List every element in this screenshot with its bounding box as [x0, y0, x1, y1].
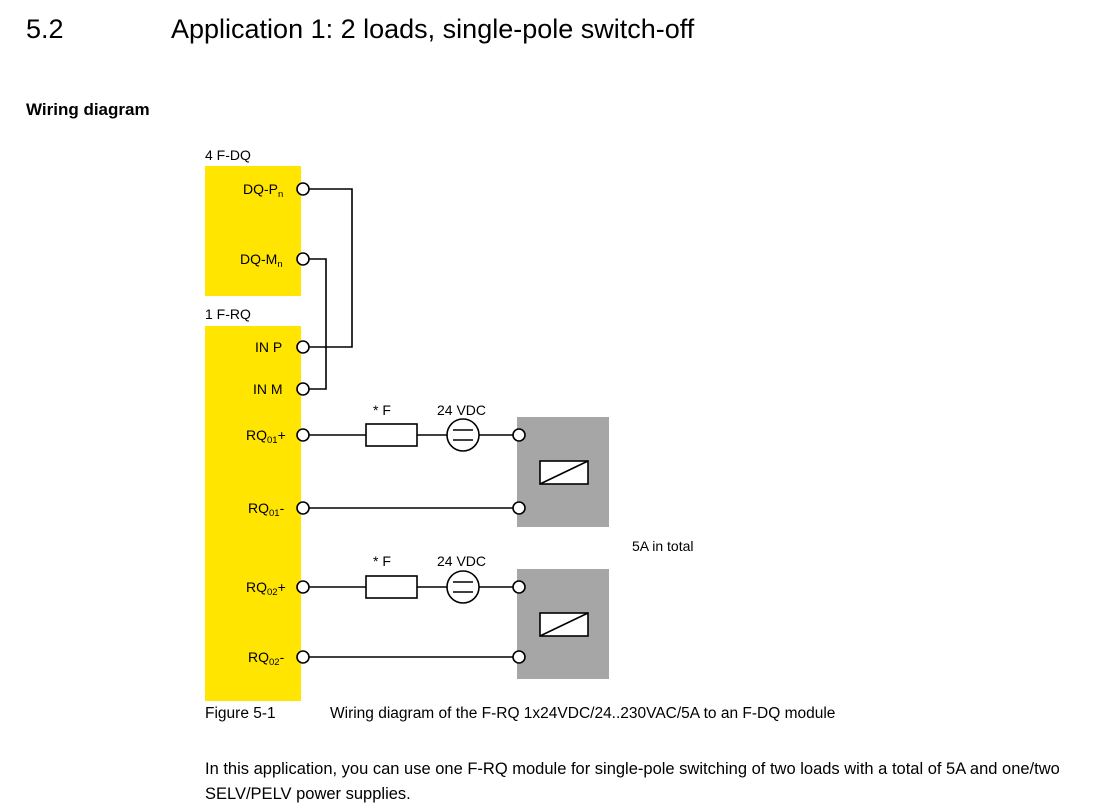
terminal-label-dq-p	[243, 181, 284, 200]
terminal-circle-rq01-plus	[297, 429, 309, 441]
terminal-label-dq-m	[240, 251, 283, 270]
load-terminal-1-bottom	[513, 502, 525, 514]
terminal-label-dq-m-sub: n	[277, 259, 283, 270]
supply-label-1: 24 VDC	[437, 402, 487, 418]
terminal-label-rq02-minus	[248, 649, 285, 668]
terminal-label-rq01-minus-text: RQ	[248, 500, 269, 516]
total-current-note: 5A in total	[632, 538, 694, 554]
terminal-label-dq-p-sub: n	[278, 189, 284, 200]
wire-dq-p-to-in-p	[309, 189, 352, 347]
terminal-label-rq02-plus-suffix: +	[277, 579, 286, 595]
terminal-label-rq01-plus-sub: 01	[267, 435, 278, 446]
terminal-label-dq-m-text: DQ-M	[240, 251, 278, 267]
fuse-label-1: * F	[373, 402, 391, 418]
body-paragraph: In this application, you can use one F-RQ module for single-pole switching of two loads with a total of 5A and one/two SELV/PELV power supplies.	[205, 760, 1060, 803]
figure-caption: Wiring diagram of the F-RQ 1x24VDC/24..230VAC/5A to an F-DQ module	[330, 705, 836, 722]
section-number: 5.2	[26, 14, 64, 44]
terminal-label-rq01-plus	[246, 427, 286, 446]
module-f-rq-title: 1 F-RQ	[205, 306, 251, 322]
terminal-circle-in-p	[297, 341, 309, 353]
fuse-symbol-2	[366, 576, 417, 598]
terminal-label-rq02-plus	[246, 579, 286, 598]
terminal-label-in-m: IN M	[253, 381, 283, 397]
page-title: Application 1: 2 loads, single-pole switch-off	[171, 14, 695, 44]
subheading-wiring-diagram: Wiring diagram	[26, 100, 150, 119]
terminal-label-rq02-plus-text: RQ	[246, 579, 267, 595]
fuse-symbol-1	[366, 424, 417, 446]
terminal-label-in-p: IN P	[255, 339, 283, 355]
load-terminal-2-top	[513, 581, 525, 593]
dc-supply-symbol-2	[447, 571, 479, 603]
terminal-circle-in-m	[297, 383, 309, 395]
dc-supply-symbol-1	[447, 419, 479, 451]
terminal-circle-rq02-minus	[297, 651, 309, 663]
load-terminal-1-top	[513, 429, 525, 441]
wire-dq-m-to-in-m	[309, 259, 326, 389]
terminal-label-rq02-minus-sub: 02	[269, 657, 280, 668]
module-f-dq-title: 4 F-DQ	[205, 147, 251, 163]
terminal-circle-dq-p	[297, 183, 309, 195]
figure-label: Figure 5-1	[205, 705, 276, 722]
terminal-label-rq02-minus-suffix: -	[279, 649, 285, 665]
terminal-label-rq01-minus-suffix: -	[279, 500, 285, 516]
terminal-label-rq01-minus-sub: 01	[269, 508, 280, 519]
terminal-label-rq02-plus-sub: 02	[267, 587, 278, 598]
terminal-circle-rq02-plus	[297, 581, 309, 593]
terminal-circle-dq-m	[297, 253, 309, 265]
terminal-label-dq-p-text: DQ-P	[243, 181, 278, 197]
terminal-label-rq02-minus-text: RQ	[248, 649, 269, 665]
terminal-label-rq01-minus	[248, 500, 285, 519]
terminal-label-rq01-plus-text: RQ	[246, 427, 267, 443]
terminal-circle-rq01-minus	[297, 502, 309, 514]
supply-label-2: 24 VDC	[437, 553, 487, 569]
load-terminal-2-bottom	[513, 651, 525, 663]
terminal-label-rq01-plus-suffix: +	[277, 427, 286, 443]
fuse-label-2: * F	[373, 553, 391, 569]
